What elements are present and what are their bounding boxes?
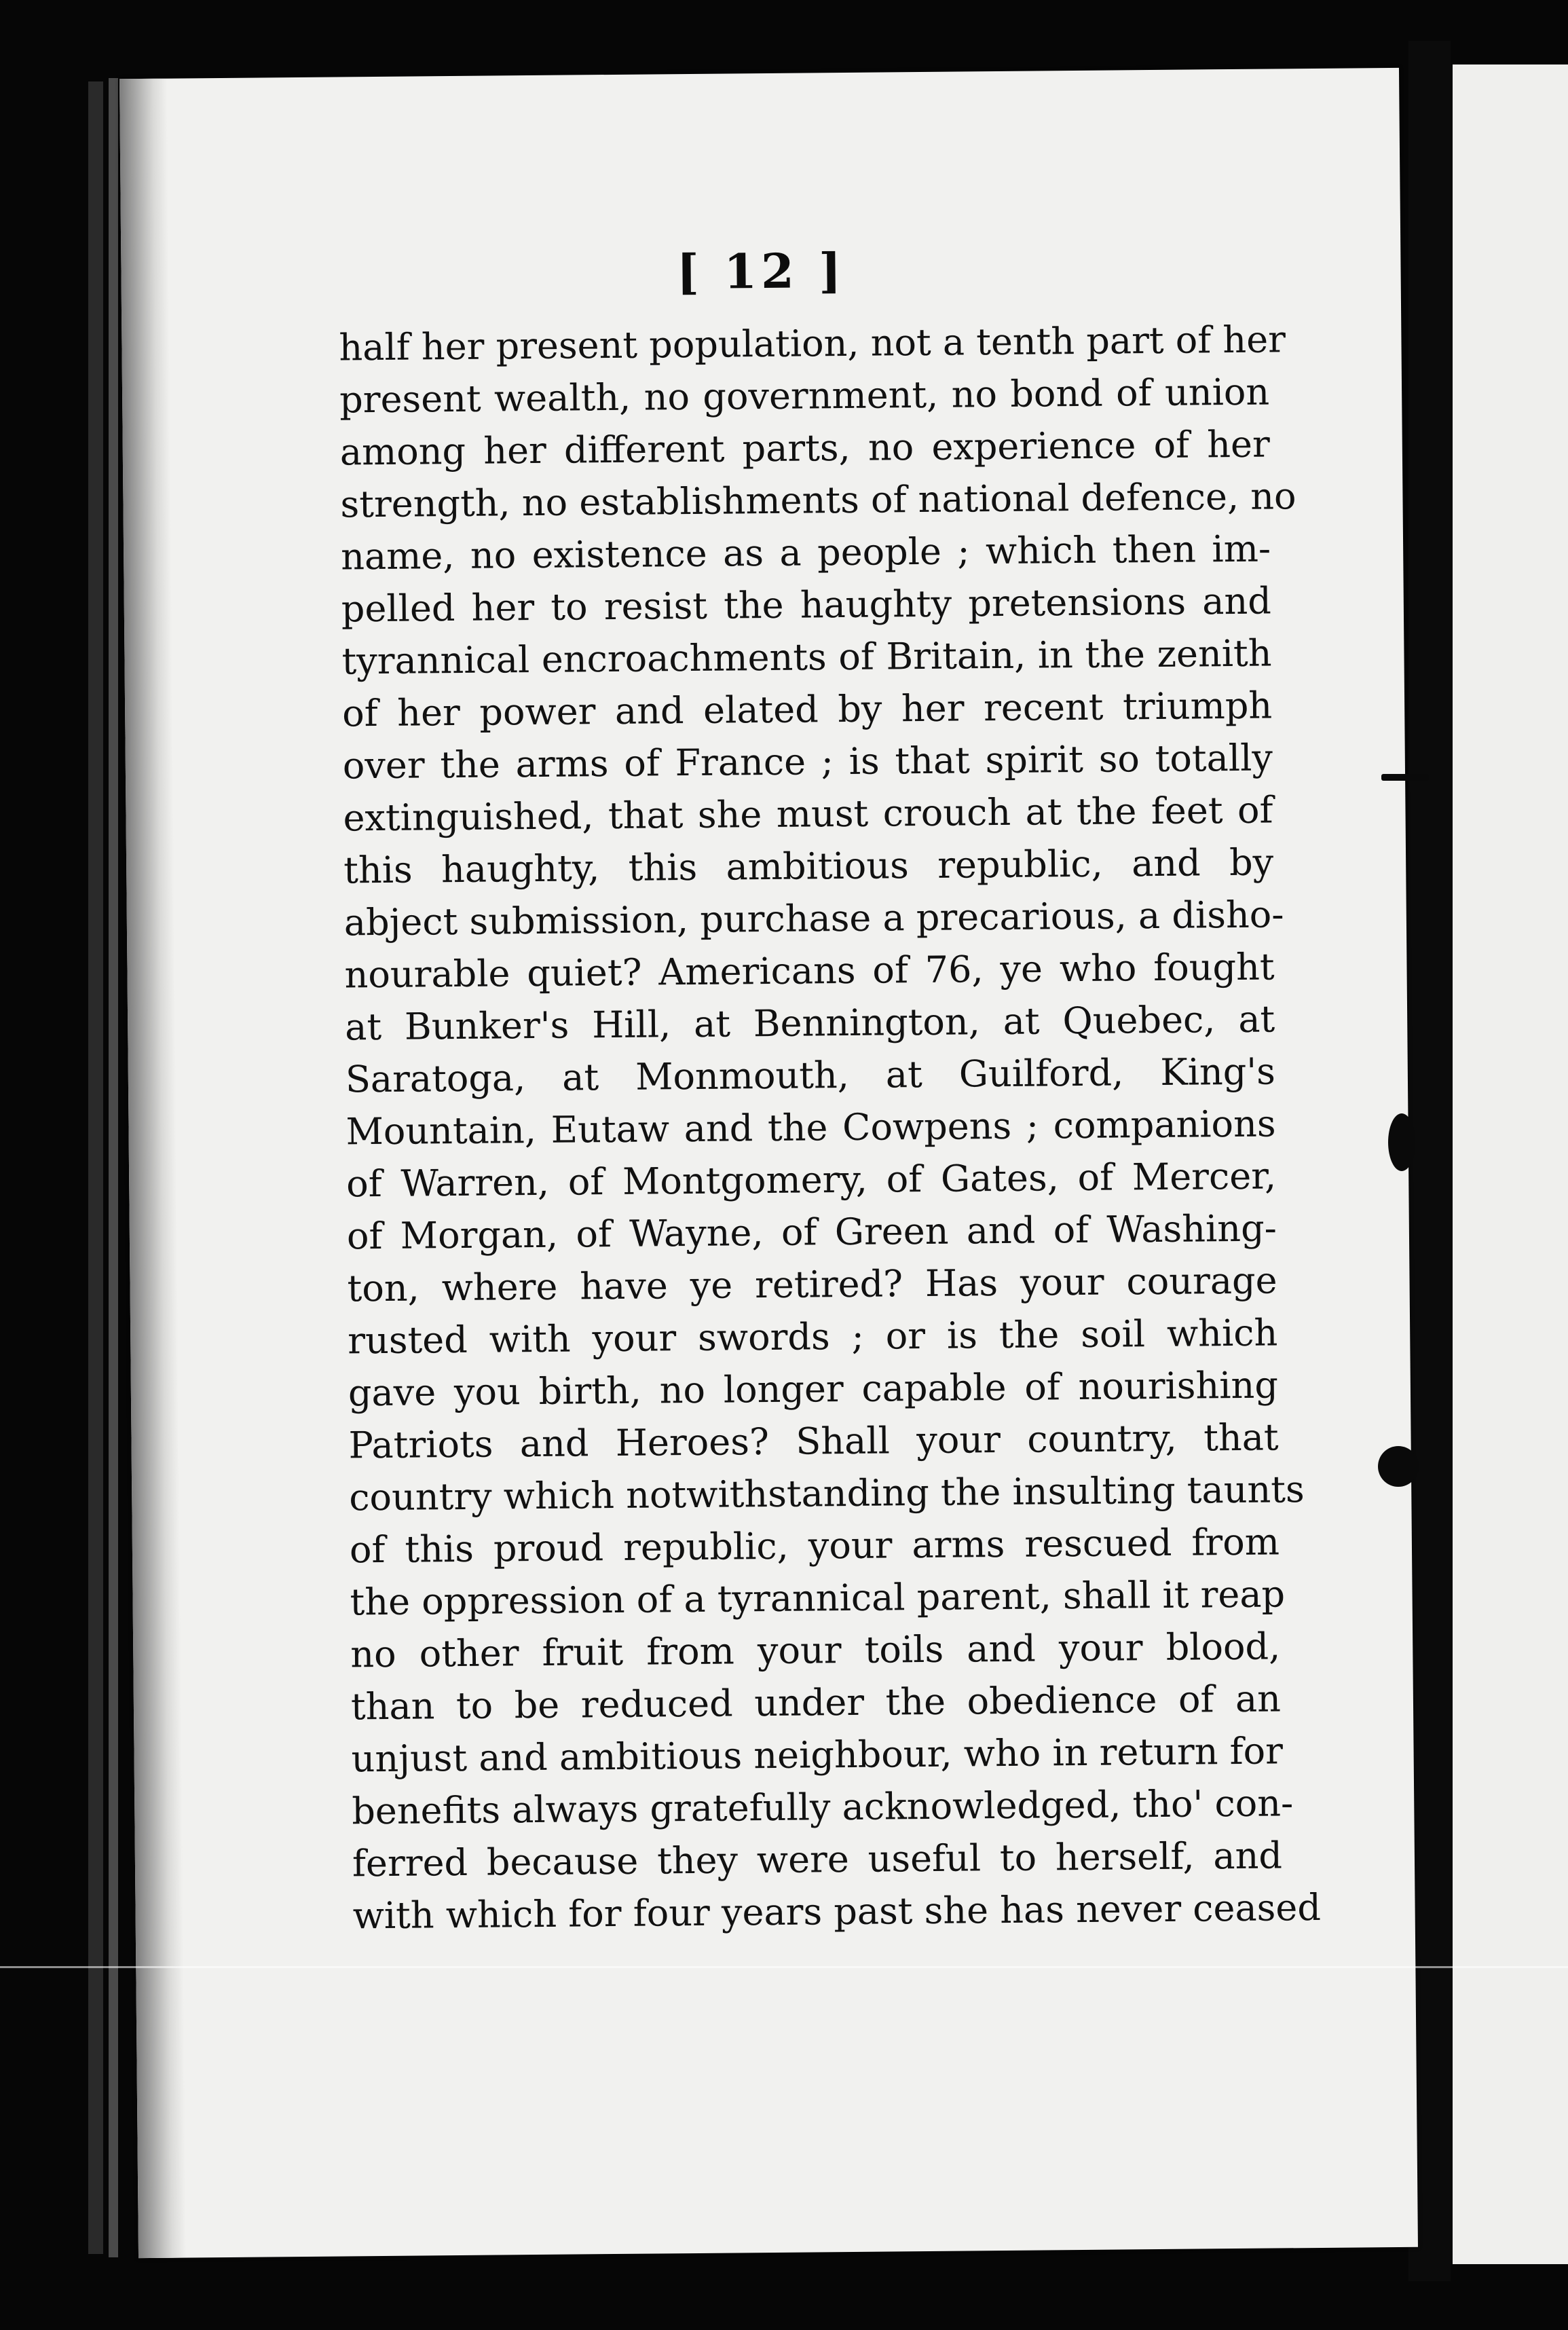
book-edge xyxy=(88,81,103,2254)
text-line: no other fruit from your toils and your blood, xyxy=(350,1625,1281,1676)
body-text xyxy=(339,314,1322,1942)
text-line: country which notwithstanding the insulting taunts xyxy=(349,1468,1305,1519)
text-line: over the arms of France ; is that spirit so totally xyxy=(342,736,1273,788)
book-page xyxy=(119,68,1418,2258)
text-line: name, no existence as a people ; which then im- xyxy=(340,527,1271,578)
text-line: Saratoga, at Monmouth, at Guilford, King's xyxy=(345,1050,1276,1101)
text-line: this haughty, this ambitious republic, and by xyxy=(343,840,1274,892)
text-line: Patriots and Heroes? Shall your country, that xyxy=(348,1416,1279,1467)
text-line: half her present population, not a tenth part of her xyxy=(339,318,1286,369)
text-line: than to be reduced under the obedience of an xyxy=(350,1677,1282,1728)
ink-blot xyxy=(1381,774,1429,781)
ink-blot xyxy=(1388,1113,1415,1171)
text-line: of Morgan, of Wayne, of Green and of Washing- xyxy=(346,1206,1277,1258)
adjacent-page xyxy=(1453,64,1568,2264)
text-line: Mountain, Eutaw and the Cowpens ; companions xyxy=(346,1102,1276,1153)
text-line: strength, no establishments of national defence, no xyxy=(340,475,1296,526)
text-line: of her power and elated by her recent triumph xyxy=(341,684,1273,735)
text-line: at Bunker's Hill, at Bennington, at Quebec, at xyxy=(344,997,1275,1049)
gutter-shadow xyxy=(119,79,186,2258)
page-header: [ 12 ] xyxy=(676,242,846,301)
scan-artifact-line xyxy=(0,1966,1568,1968)
text-line: unjust and ambitious neighbour, who in return for xyxy=(351,1729,1284,1781)
text-line: benefits always gratefully acknowledged, tho' con- xyxy=(352,1781,1294,1833)
text-line: tyrannical encroachments of Britain, in the zenith xyxy=(341,631,1272,683)
text-line: the oppression of a tyrannical parent, shall it reap xyxy=(350,1572,1286,1624)
text-line: of Warren, of Montgomery, of Gates, of Mercer, xyxy=(346,1154,1277,1206)
text-line: abject submission, purchase a precarious, a disho- xyxy=(343,893,1284,944)
text-line: extinguished, that she must crouch at the feet of xyxy=(343,788,1273,840)
text-line: pelled her to resist the haughty pretensions and xyxy=(341,579,1272,631)
text-line: nourable quiet? Americans of 76, ye who fought xyxy=(344,945,1275,997)
text-line: rusted with your swords ; or is the soil which xyxy=(347,1311,1278,1363)
ink-blot xyxy=(1378,1446,1419,1487)
text-line: with which for four years past she has never ceased xyxy=(352,1885,1322,1938)
text-line: of this proud republic, your arms rescued from xyxy=(349,1520,1280,1572)
text-line: ferred because they were useful to herself, and xyxy=(352,1834,1283,1885)
book-edge xyxy=(109,78,118,2257)
text-line: ton, where have ye retired? Has your courage xyxy=(347,1259,1277,1310)
text-line: among her different parts, no experience of her xyxy=(339,422,1271,474)
text-line: present wealth, no government, no bond of union xyxy=(339,370,1270,422)
text-line: gave you birth, no longer capable of nourishing xyxy=(348,1363,1279,1415)
